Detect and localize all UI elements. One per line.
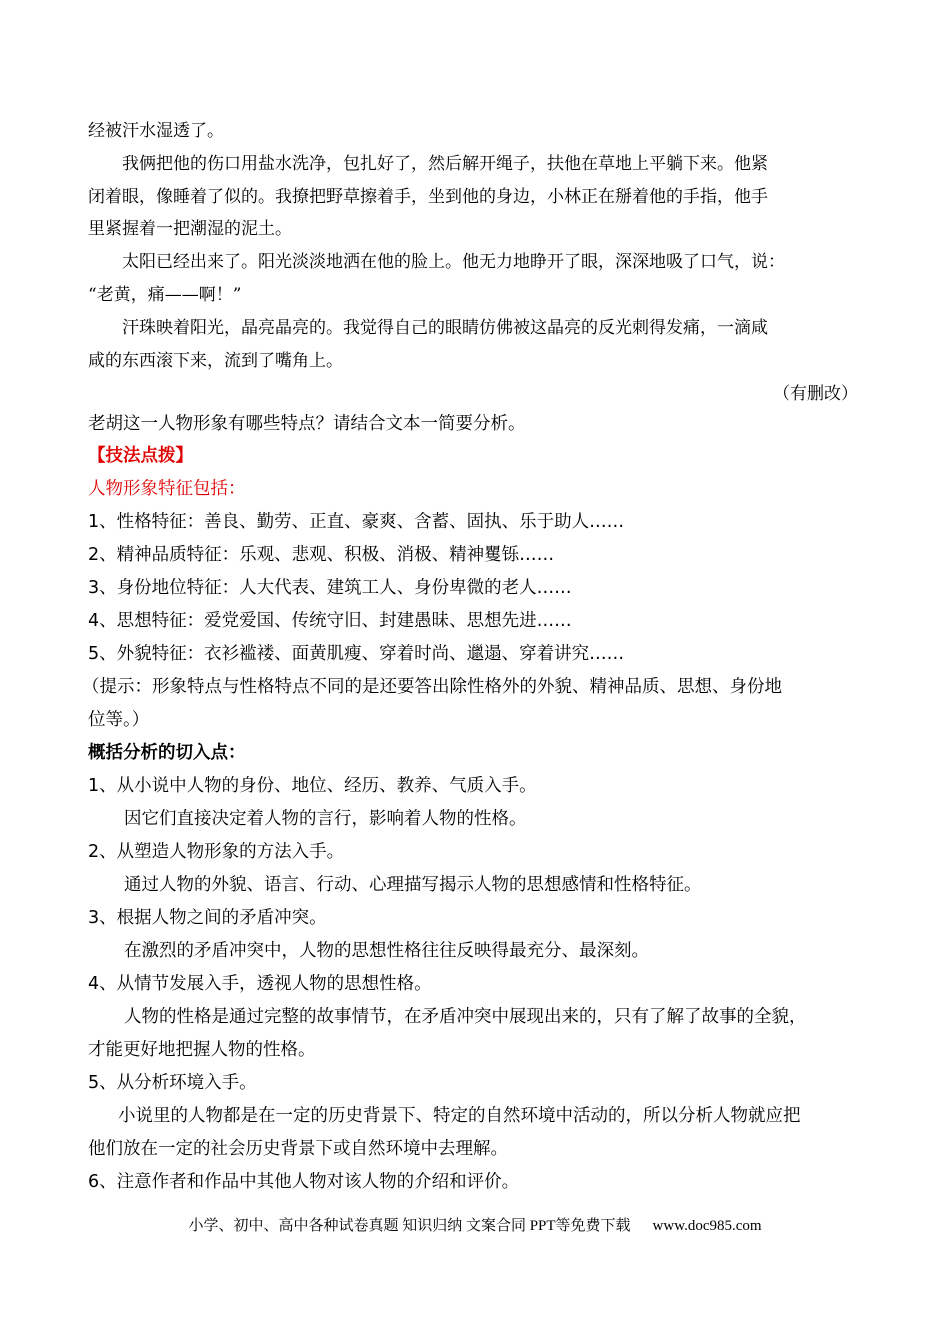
- analysis-heading: 概括分析的切入点：: [88, 743, 246, 763]
- analysis-point: 1、从小说中人物的身份、地位、经历、教养、气质入手。: [88, 776, 537, 796]
- analysis-detail: 人物的性格是通过完整的故事情节，在矛盾冲突中展现出来的，只有了解了故事的全貌，: [124, 1007, 807, 1027]
- source-note: （有删改）: [773, 384, 858, 404]
- passage-line: 闭着眼，像睡着了似的。我撩把野草擦着手，坐到他的身边，小林正在掰着他的手指，他手: [88, 187, 768, 207]
- page-footer: [0, 1214, 950, 1235]
- analysis-point: 4、从情节发展入手，透视人物的思想性格。: [88, 974, 432, 994]
- analysis-point: 2、从塑造人物形象的方法入手。: [88, 842, 345, 862]
- passage-line: 太阳已经出来了。阳光淡淡地洒在他的脸上。他无力地睁开了眼，深深地吸了口气，说：: [122, 252, 785, 272]
- passage-line: 咸的东西滚下来，流到了嘴角上。: [88, 351, 343, 371]
- tips-item: 3、身份地位特征：人大代表、建筑工人、身份卑微的老人……: [88, 578, 572, 598]
- analysis-point: 5、从分析环境入手。: [88, 1073, 257, 1093]
- footer-url[interactable]: www.doc985.com: [652, 1218, 762, 1234]
- passage-line: 我俩把他的伤口用盐水洗净，包扎好了，然后解开绳子，扶他在草地上平躺下来。他紧: [122, 154, 768, 174]
- analysis-point: 3、根据人物之间的矛盾冲突。: [88, 908, 327, 928]
- tips-item: 2、精神品质特征：乐观、悲观、积极、消极、精神矍铄……: [88, 545, 555, 565]
- analysis-detail: 在激烈的矛盾冲突中，人物的思想性格往往反映得最充分、最深刻。: [124, 941, 649, 961]
- analysis-detail: 通过人物的外貌、语言、行动、心理描写揭示人物的思想感情和性格特征。: [124, 875, 702, 895]
- tips-item: 4、思想特征：爱党爱国、传统守旧、封建愚昧、思想先进……: [88, 611, 572, 631]
- analysis-detail: 他们放在一定的社会历史背景下或自然环境中去理解。: [88, 1139, 508, 1159]
- footer-text: 小学、初中、高中各种试卷真题 知识归纳 文案合同 PPT等免费下载: [188, 1218, 631, 1234]
- tips-subheading: 人物形象特征包括：: [88, 479, 246, 499]
- tips-hint: （提示：形象特点与性格特点不同的是还要答出除性格外的外貌、精神品质、思想、身份地: [82, 677, 782, 697]
- analysis-detail: 因它们直接决定着人物的言行，影响着人物的性格。: [124, 809, 527, 829]
- passage-line: “老黄，痛——啊！”: [88, 285, 242, 305]
- analysis-detail: 才能更好地把握人物的性格。: [88, 1040, 316, 1060]
- passage-line: 里紧握着一把潮湿的泥土。: [88, 219, 292, 239]
- tips-heading: 【技法点拨】: [88, 446, 193, 466]
- tips-item: 1、性格特征：善良、勤劳、正直、豪爽、含蓄、固执、乐于助人……: [88, 512, 625, 532]
- analysis-detail: 小说里的人物都是在一定的历史背景下、特定的自然环境中活动的，所以分析人物就应把: [118, 1106, 801, 1126]
- tips-hint: 位等。）: [88, 710, 150, 730]
- passage-line: 汗珠映着阳光，晶亮晶亮的。我觉得自己的眼睛仿佛被这晶亮的反光刺得发痛，一滴咸: [122, 318, 768, 338]
- passage-line: 经被汗水湿透了。: [88, 121, 224, 141]
- question: 老胡这一人物形象有哪些特点？请结合文本一简要分析。: [88, 414, 526, 434]
- tips-item: 5、外貌特征：衣衫褴褛、面黄肌瘦、穿着时尚、邋遢、穿着讲究……: [88, 644, 625, 664]
- analysis-point: 6、注意作者和作品中其他人物对该人物的介绍和评价。: [88, 1172, 520, 1192]
